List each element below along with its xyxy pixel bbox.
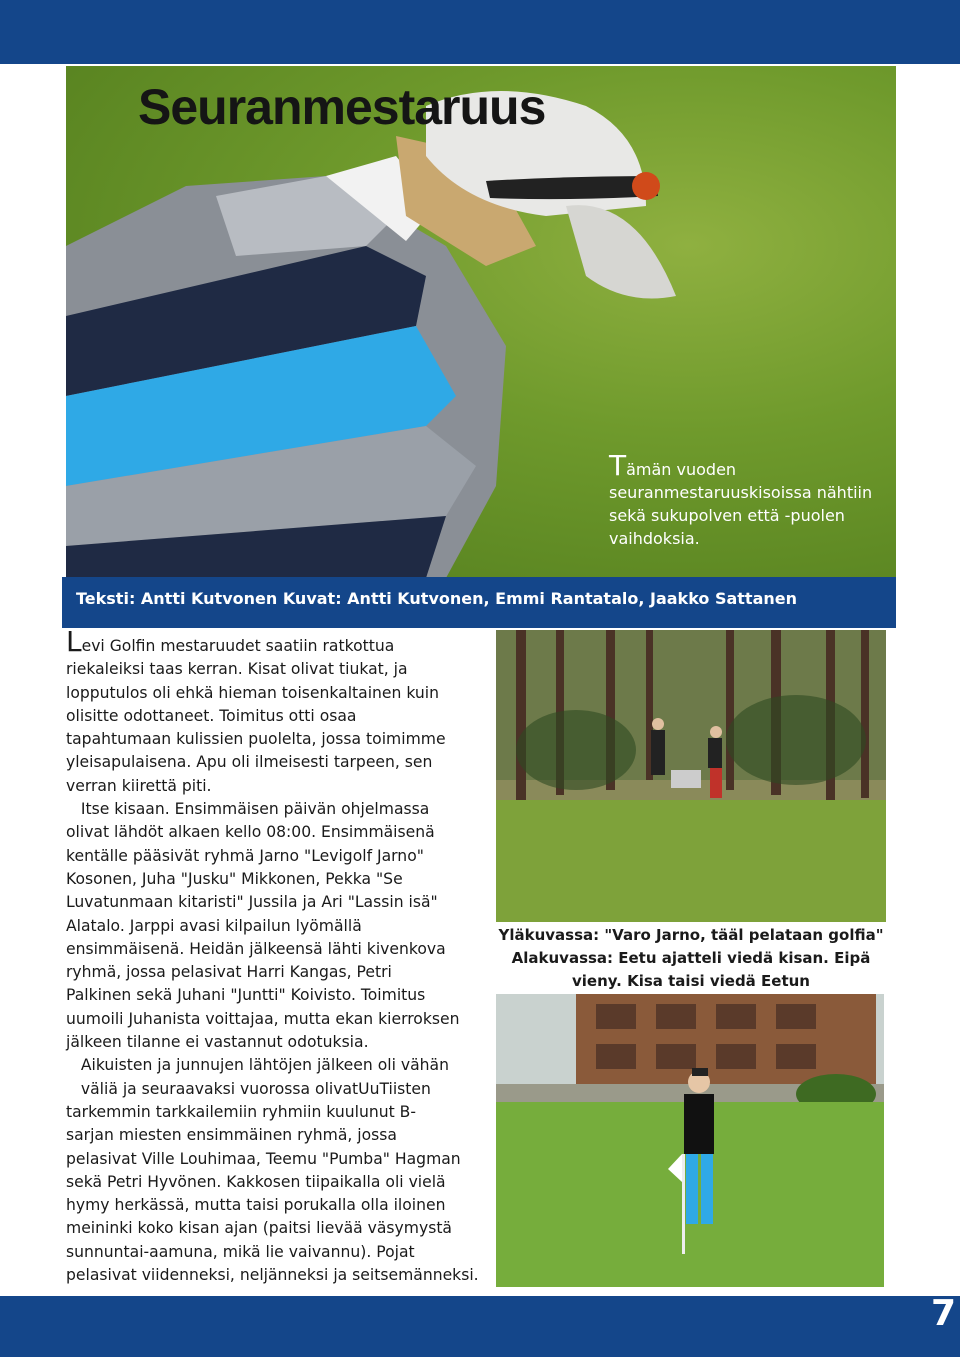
intro-line: vaihdoksia. — [609, 529, 700, 548]
article-line — [66, 625, 498, 658]
caption-line: vieny. Kisa taisi viedä Eetun — [572, 972, 810, 990]
article-line: meininki koko kisan ajan (paitsi lievää väsymystä — [66, 1219, 452, 1238]
article-dropcap: L — [66, 625, 82, 658]
byline-bar — [62, 577, 896, 628]
photo-caption — [496, 924, 886, 993]
byline-text: Teksti: Antti Kutvonen Kuvat: Antti Kutvonen, Emmi Rantatalo, Jaakko Sattanen — [76, 589, 798, 608]
article-line: hymy herkässä, mutta taisi porukalla olla iloinen — [66, 1196, 446, 1215]
article-line-text: evi Golfin mestaruudet saatiin ratkottua — [81, 637, 395, 655]
article-line: verran kiirettä piti. — [66, 776, 212, 795]
article-line: kentälle pääsivät ryhmä Jarno "Levigolf Jarno" — [66, 846, 424, 865]
photo-forest-golfers-illustration — [496, 630, 886, 922]
article-line: sunnuntai-aamuna, mikä lie vaivannu). Pojat — [66, 1242, 415, 1261]
intro-dropcap: T — [609, 449, 627, 482]
article-line: olisitte odottaneet. Toimitus otti osaa — [66, 706, 357, 725]
article-line: sekä Petri Hyvönen. Kakkosen tiipaikalla oli vielä — [66, 1172, 446, 1191]
article-line: Itse kisaan. Ensimmäisen päivän ohjelmassa — [66, 800, 430, 819]
caption-line: Alakuvassa: Eetu ajatteli viedä kisan. Eipä — [511, 949, 871, 967]
top-banner — [0, 0, 960, 64]
article-line: olivat lähdöt alkaen kello 08:00. Ensimmäisenä — [66, 823, 435, 842]
hero-photo — [66, 66, 896, 578]
article-line: yleisapulaisena. Apu oli ilmeisesti tarpeen, sen — [66, 753, 433, 772]
article-line: Luvatunmaan kitaristi" Jussila ja Ari "Lassin isä" — [66, 893, 438, 912]
article-line: pelasivat Ville Louhimaa, Teemu "Pumba" Hagman — [66, 1149, 461, 1168]
article-line: Palkinen sekä Juhani "Juntti" Koivisto. Toimitus — [66, 986, 426, 1005]
article-line: lopputulos oli ehkä hieman toisenkaltainen kuin — [66, 683, 440, 702]
article-line: tarkemmin tarkkailemiin ryhmiin kuulunut B- — [66, 1102, 416, 1121]
article-line: jälkeen tilanne ei vastannut odotuksia. — [66, 1033, 369, 1052]
article-line: Kosonen, Juha "Jusku" Mikkonen, Pekka "Se — [66, 869, 403, 888]
article-line: uumoili Juhanista voittajaa, mutta ekan kierroksen — [66, 1009, 460, 1028]
page-number: 7 — [930, 1293, 956, 1334]
photo-junior-golfer — [496, 994, 884, 1287]
article-line: tapahtumaan kulissien puolelta, jossa toimimme — [66, 730, 446, 749]
page-title: Seuranmestaruus — [138, 79, 546, 135]
photo-junior-golfer-illustration — [496, 994, 884, 1287]
caption-line: Yläkuvassa: "Varo Jarno, tääl pelataan golfia" — [498, 926, 884, 944]
article-line: Alatalo. Jarppi avasi kilpailun lyömällä — [66, 916, 362, 935]
article-line: Aikuisten ja junnujen lähtöjen jälkeen oli vähän — [66, 1056, 449, 1075]
intro-line: ämän vuoden — [626, 460, 737, 479]
bottom-banner — [0, 1296, 960, 1357]
photo-forest-golfers — [496, 630, 886, 922]
article-line: ryhmä, jossa pelasivat Harri Kangas, Petri — [66, 963, 392, 982]
intro-text — [609, 449, 894, 550]
intro-line: seuranmestaruuskisoissa nähtiin — [609, 483, 873, 502]
article-line: ensimmäisenä. Heidän jälkeensä lähti kivenkova — [66, 939, 446, 958]
intro-line: sekä sukupolven että -puolen — [609, 506, 845, 525]
article-line: sarjan miesten ensimmäinen ryhmä, jossa — [66, 1126, 397, 1145]
article-line: pelasivat viidenneksi, neljänneksi ja seitsemänneksi. — [66, 1266, 479, 1285]
article-line: riekaleiksi taas kerran. Kisat olivat tiukat, ja — [66, 660, 408, 679]
article-line: väliä ja seuraavaksi vuorossa olivatUuTiisten — [66, 1079, 431, 1098]
article-body — [66, 625, 498, 1287]
